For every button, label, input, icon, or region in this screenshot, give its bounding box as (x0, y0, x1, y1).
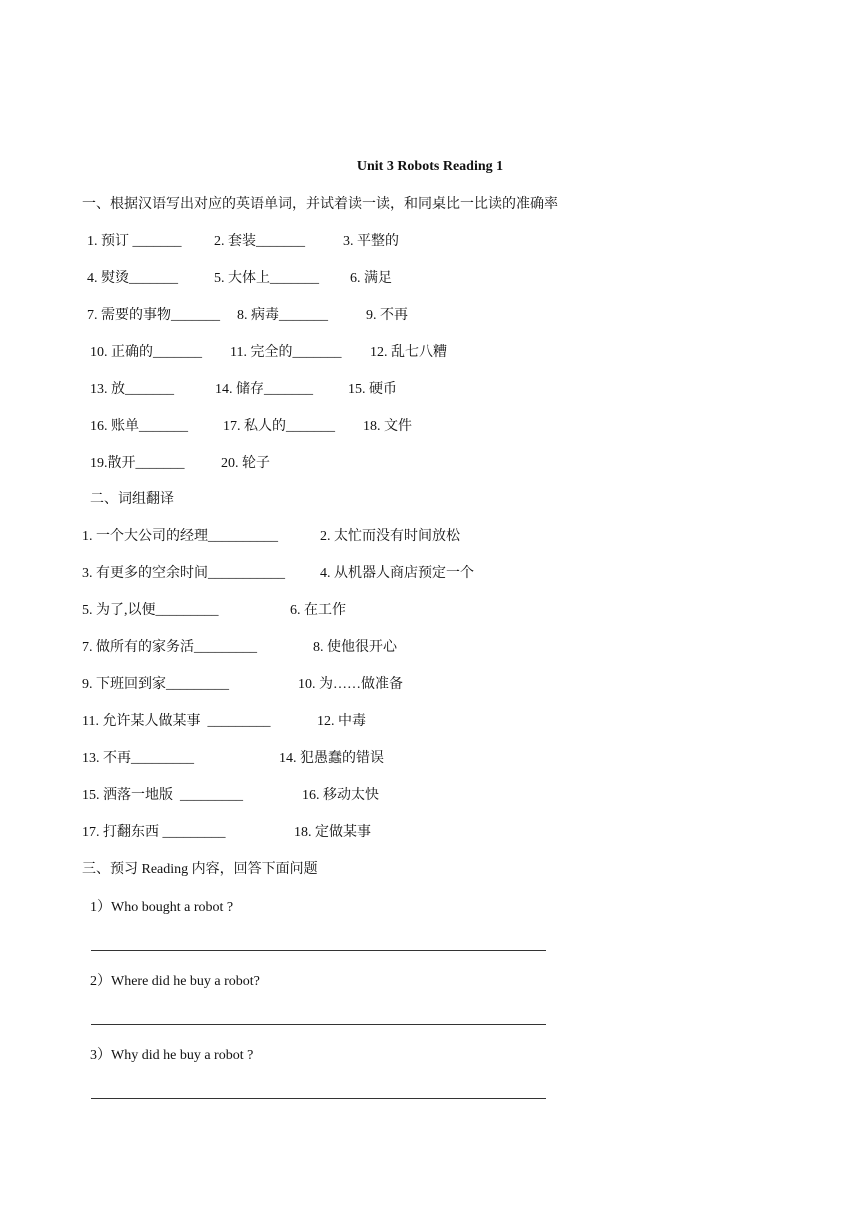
question-3: 3）Why did he buy a robot ? (90, 1048, 254, 1063)
phrase-item: 9. 下班回到家_________ (82, 677, 229, 692)
answer-line-1[interactable] (91, 950, 546, 951)
vocab-item: 10. 正确的_______ (90, 345, 202, 360)
vocab-item: 12. 乱七八糟 (370, 345, 447, 360)
question-2: 2）Where did he buy a robot? (90, 974, 260, 989)
phrase-item: 18. 定做某事 (294, 825, 371, 840)
worksheet-title: Unit 3 Robots Reading 1 (356, 159, 504, 174)
vocab-item: 11. 完全的_______ (230, 345, 342, 360)
phrase-item: 10. 为……做准备 (298, 677, 403, 692)
phrase-item: 17. 打翻东西 _________ (82, 825, 226, 840)
question-1: 1）Who bought a robot ? (90, 900, 234, 915)
vocab-item: 3. 平整的 (343, 234, 399, 249)
vocab-item: 5. 大体上_______ (214, 271, 319, 286)
vocab-item: 18. 文件 (363, 419, 412, 434)
vocab-item: 9. 不再 (366, 308, 408, 323)
vocab-item: 20. 轮子 (221, 456, 270, 471)
phrase-item: 1. 一个大公司的经理__________ (82, 529, 278, 544)
answer-line-2[interactable] (91, 1024, 546, 1025)
answer-line-3[interactable] (91, 1098, 546, 1099)
vocab-item: 2. 套装_______ (214, 234, 305, 249)
phrase-item: 11. 允许某人做某事 _________ (82, 714, 271, 729)
vocab-item: 4. 熨烫_______ (87, 271, 178, 286)
phrase-item: 3. 有更多的空余时间___________ (82, 566, 285, 581)
section3-heading: 三、预习 Reading 内容，回答下面问题 (82, 862, 318, 877)
phrase-item: 12. 中毒 (317, 714, 366, 729)
section2-heading: 二、词组翻译 (90, 492, 174, 507)
phrase-item: 4. 从机器人商店预定一个 (320, 566, 474, 581)
phrase-item: 13. 不再_________ (82, 751, 194, 766)
vocab-item: 13. 放_______ (90, 382, 174, 397)
phrase-item: 2. 太忙而没有时间放松 (320, 529, 460, 544)
phrase-item: 5. 为了,以便_________ (82, 603, 219, 618)
vocab-item: 8. 病毒_______ (237, 308, 328, 323)
vocab-item: 16. 账单_______ (90, 419, 188, 434)
phrase-item: 7. 做所有的家务活_________ (82, 640, 257, 655)
vocab-item: 14. 储存_______ (215, 382, 313, 397)
phrase-item: 16. 移动太快 (302, 788, 379, 803)
vocab-item: 6. 满足 (350, 271, 392, 286)
vocab-item: 7. 需要的事物_______ (87, 308, 220, 323)
vocab-item: 17. 私人的_______ (223, 419, 335, 434)
phrase-item: 14. 犯愚蠢的错误 (279, 751, 384, 766)
phrase-item: 6. 在工作 (290, 603, 346, 618)
vocab-item: 1. 预订 _______ (87, 234, 182, 249)
vocab-item: 15. 硬币 (348, 382, 397, 397)
vocab-item: 19.散开_______ (90, 456, 185, 471)
section1-heading: 一、根据汉语写出对应的英语单词，并试着读一读，和同桌比一比读的准确率 (82, 197, 558, 212)
phrase-item: 15. 洒落一地版 _________ (82, 788, 243, 803)
phrase-item: 8. 使他很开心 (313, 640, 397, 655)
